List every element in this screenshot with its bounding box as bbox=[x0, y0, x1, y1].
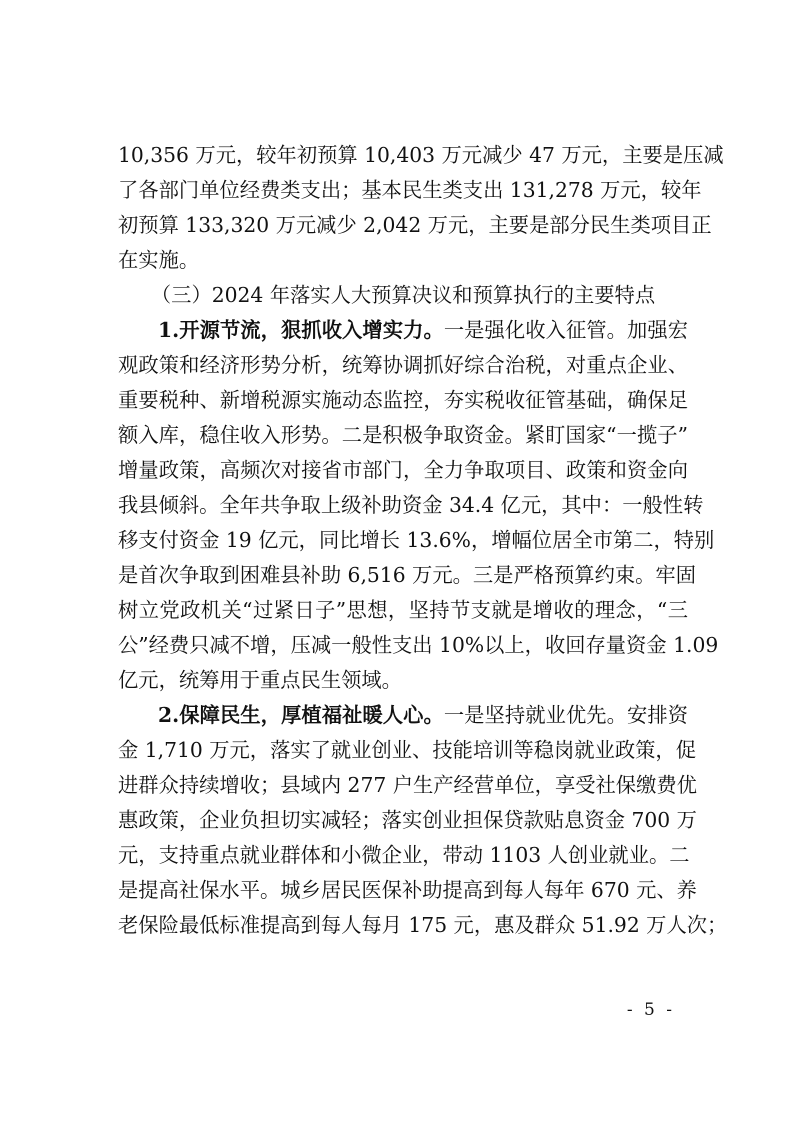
document-body bbox=[118, 138, 728, 943]
item-2-title: 2.保障民生，厚植福祉暖人心。 bbox=[158, 703, 444, 727]
item-1-title: 1.开源节流，狠抓收入增实力。 bbox=[158, 318, 444, 342]
text-line: 在实施。 bbox=[118, 248, 200, 272]
item-2-paragraph bbox=[118, 698, 728, 943]
text-line: 是提高社保水平。城乡居民医保补助提高到每人每年 670 元、养 bbox=[118, 878, 697, 902]
text-line: 移支付资金 19 亿元，同比增长 13.6%，增幅位居全市第二，特别 bbox=[118, 528, 715, 552]
text-line: 额入库，稳住收入形势。二是积极争取资金。紧盯国家“一揽子” bbox=[118, 423, 688, 447]
text-line: 树立党政机关“过紧日子”思想，坚持节支就是增收的理念，“三 bbox=[118, 598, 688, 622]
text-line: 元，支持重点就业群体和小微企业，带动 1103 人创业就业。二 bbox=[118, 843, 690, 867]
section-heading: （三）2024 年落实人大预算决议和预算执行的主要特点 bbox=[150, 283, 656, 307]
text-line bbox=[118, 313, 688, 348]
text-line: 了各部门单位经费类支出；基本民生类支出 131,278 万元，较年 bbox=[118, 178, 702, 202]
text-line: 增量政策，高频次对接省市部门，全力争取项目、政策和资金向 bbox=[118, 458, 688, 482]
text-line: 惠政策，企业负担切实减轻；落实创业担保贷款贴息资金 700 万 bbox=[118, 808, 697, 832]
text-line: 是首次争取到困难县补助 6,516 万元。三是严格预算约束。牢固 bbox=[118, 563, 696, 587]
text-line: 我县倾斜。全年共争取上级补助资金 34.4 亿元，其中：一般性转 bbox=[118, 493, 704, 517]
item-1-paragraph bbox=[118, 313, 719, 698]
text-line: 重要税种、新增税源实施动态监控，夯实税收征管基础，确保足 bbox=[118, 388, 688, 412]
text-line bbox=[118, 698, 688, 733]
item-2-first-line: 一是坚持就业优先。安排资 bbox=[443, 703, 688, 727]
text-line: 老保险最低标准提高到每人每月 175 元，惠及群众 51.92 万人次； bbox=[118, 913, 728, 937]
text-line: 公”经费只减不增，压减一般性支出 10%以上，收回存量资金 1.09 bbox=[118, 633, 719, 657]
page-number: - 5 - bbox=[626, 1000, 675, 1020]
text-line: 初预算 133,320 万元减少 2,042 万元，主要是部分民生类项目正 bbox=[118, 213, 712, 237]
text-line: 金 1,710 万元，落实了就业创业、技能培训等稳岗就业政策，促 bbox=[118, 738, 696, 762]
text-line: 10,356 万元，较年初预算 10,403 万元减少 47 万元，主要是压减 bbox=[118, 143, 724, 167]
item-1-first-line: 一是强化收入征管。加强宏 bbox=[443, 318, 688, 342]
paragraph-budget-summary bbox=[118, 138, 724, 278]
text-line: 观政策和经济形势分析，统筹协调抓好综合治税，对重点企业、 bbox=[118, 353, 688, 377]
text-line: 亿元，统筹用于重点民生领域。 bbox=[118, 668, 402, 692]
text-line: 进群众持续增收；县域内 277 户生产经营单位，享受社保缴费优 bbox=[118, 773, 697, 797]
